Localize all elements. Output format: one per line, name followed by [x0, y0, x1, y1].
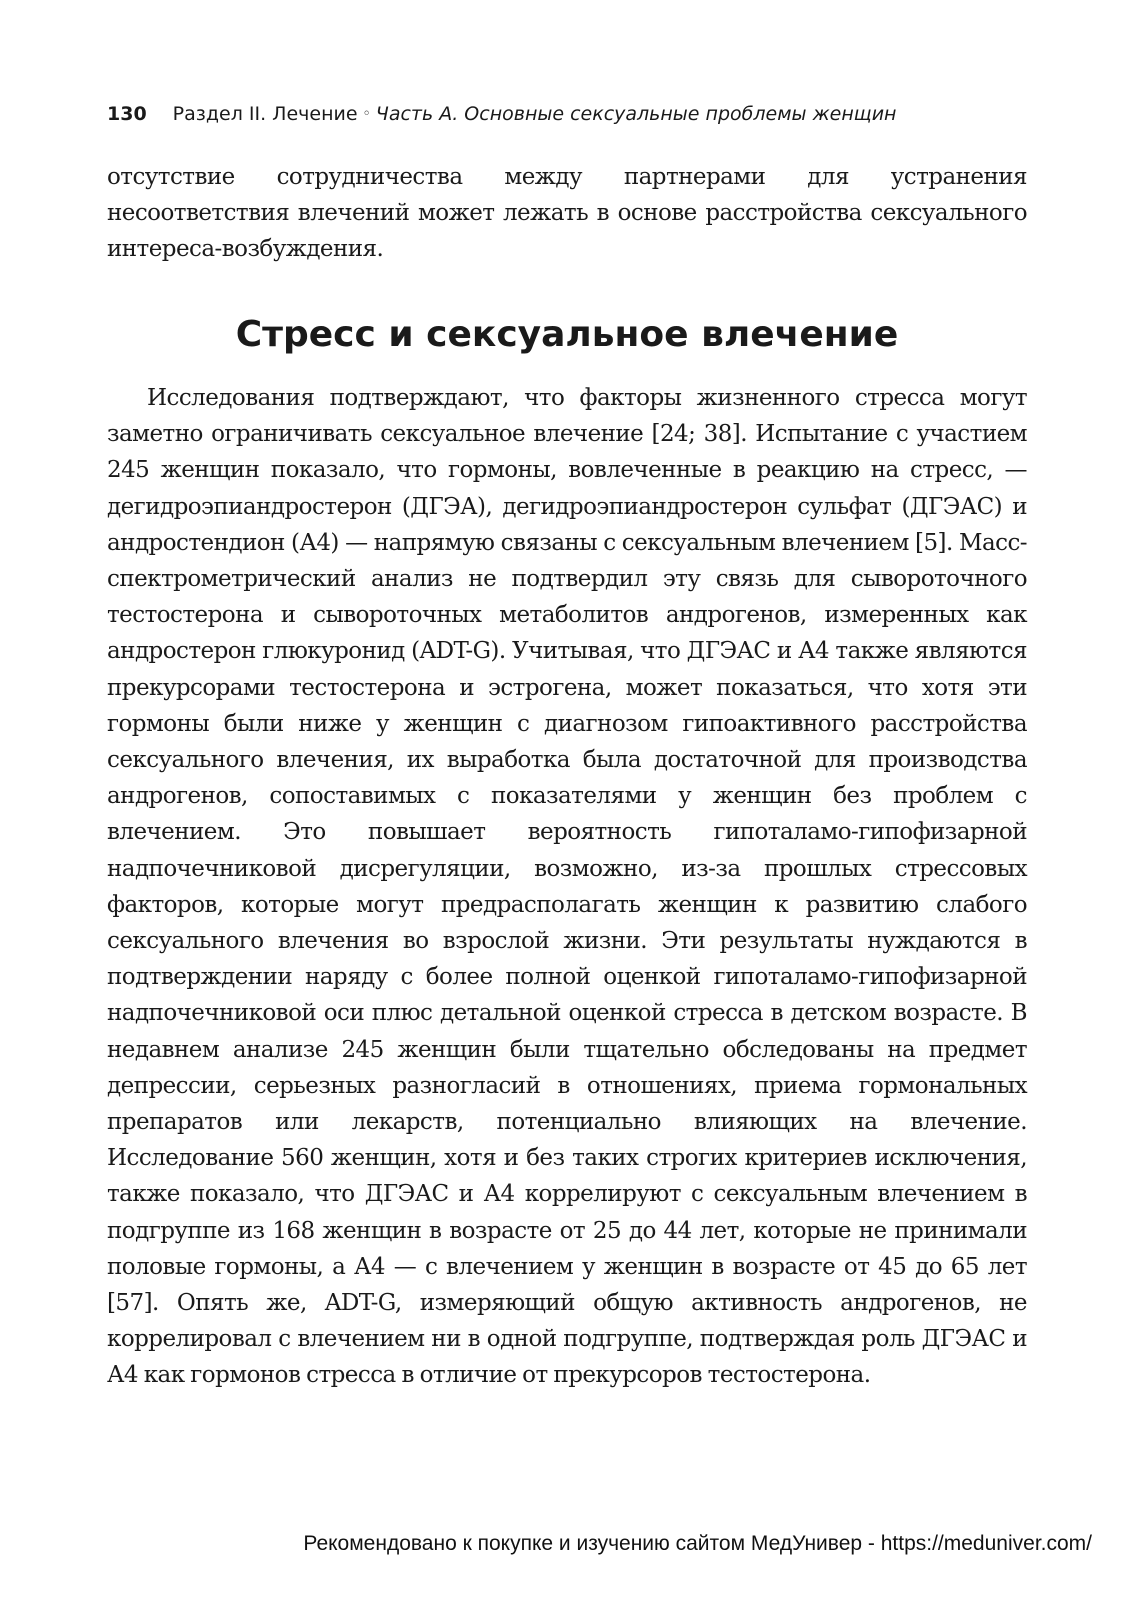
intro-paragraph: отсутствие сотрудничества между партнерами для устранения несоответствия влечений может лежать в основе расстройства сексуального интереса-возбуждения.: [107, 164, 1027, 263]
running-header: [107, 100, 1027, 128]
part-label: Часть А. Основные сексуальные проблемы женщин: [375, 103, 897, 125]
body-paragraph: Исследования подтверждают, что факторы жизненного стресса могут заметно ограничивать сексуальное влечение [24; 38]. Испытание с участием 245 женщин показало, что гормоны, вовлеченные в реакцию на стресс, — дегидроэпиандростерон (ДГЭА), дегидроэпиандростерон сульфат (ДГЭАС) и андростендион (А4) — напрямую связаны с сексуальным влечением [5]. Масс-спектрометрический анализ не подтвердил эту связь для сывороточного тестостерона и сывороточных метаболитов андрогенов, измеренных как андростерон глюкуронид (ADT-G). Учитывая, что ДГЭАС и А4 также являются прекурсорами тестостерона и эстрогена, может показаться, что хотя эти гормоны были ниже у женщин с диагнозом гипоактивного расстройства сексуального влечения, их выработка была достаточной для производства андрогенов, сопоставимых с показателями у женщин без проблем с влечением. Это повышает вероятность гипоталамо-гипофизарной надпочечниковой дисрегуляции, возможно, из-за прошлых стрессовых факторов, которые могут предрасполагать женщин к развитию слабого сексуального влечения во взрослой жизни. Эти результаты нуждаются в подтверждении наряду с более полной оценкой гипоталамо-гипофизарной надпочечниковой оси плюс детальной оценкой стресса в детском возрасте. В недавнем анализе 245 женщин были тщательно обследованы на предмет депрессии, серьезных разногласий в отношениях, приема гормональных препаратов или лекарств, потенциально влияющих на влечение. Исследование 560 женщин, хотя и без таких строгих критериев исключения, также показало, что ДГЭАС и А4 коррелируют с сексуальным влечением в подгруппе из 168 женщин в возрасте от 25 до 44 лет, которые не принимали половые гормоны, а А4 — с влечением у женщин в возрасте от 45 до 65 лет [57]. Опять же, ADT-G, измеряющий общую активность андрогенов, не коррелировал с влечением ни в одной подгруппе, подтверждая роль ДГЭАС и А4 как гормонов стресса в отличие от прекурсоров тестостерона.: [107, 385, 1027, 1389]
footer-note: Рекомендовано к покупке и изучению сайтом МедУнивер - https://meduniver.com/: [303, 1532, 1092, 1555]
page-number: 130: [107, 103, 147, 125]
section-heading: Стресс и сексуальное влечение: [235, 314, 899, 355]
separator-bullet-icon: ◦: [362, 106, 371, 122]
section-label: Раздел II. Лечение: [172, 103, 358, 125]
body-text: [107, 380, 1027, 1394]
